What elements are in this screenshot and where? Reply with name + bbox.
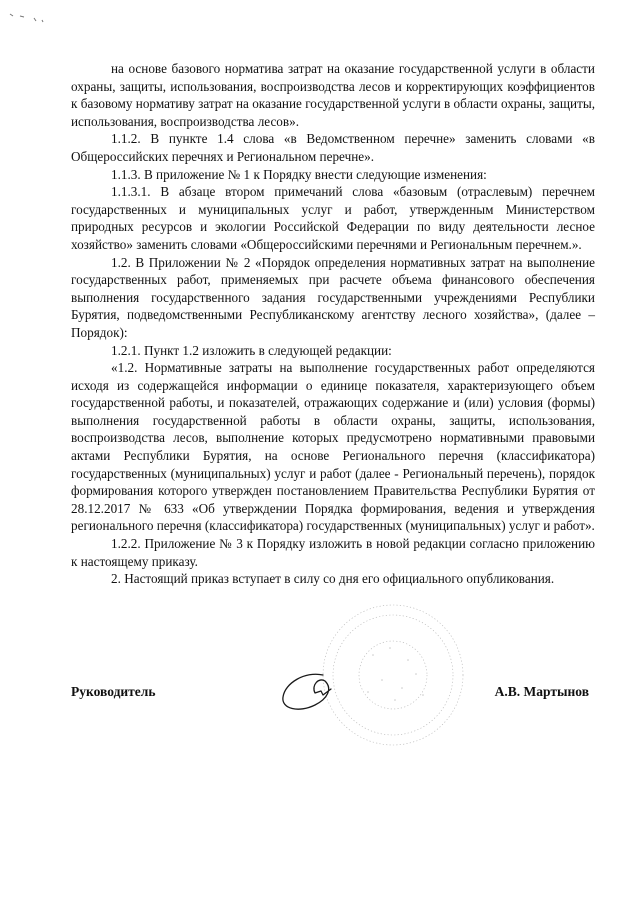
handwritten-signature bbox=[275, 661, 350, 721]
paragraph-2: 2. Настоящий приказ вступает в силу со дня его официального опубликования. bbox=[111, 571, 555, 587]
signatory-name: А.В. Мартынов bbox=[494, 684, 589, 699]
paragraph-1-2-1: 1.2.1. Пункт 1.2 изложить в следующей редакции: bbox=[111, 342, 392, 358]
paragraph-quoted-1-2: «1.2. Нормативные затраты на выполнение государственных работ определяются исходя из содержащейся информации о единице показателя, характеризующего объем государственной работы, и показателей, отражающих содержание и (или) условия (формы) выполнения государственной работы в области охраны, защиты, использования, воспроизводства лесов, выполнение которых предусмотрено нормативными правовыми актами Республики Бурятия, на основе Регионального перечня (классификатора) государственных (муниципальных) услуг и работ (далее - Региональный перечень), порядок формирования которого утвержден постановлением Правительства Республики Бурятия от 28.12.2017 № 633 «Об утверждении Порядка формирования, ведения и утверждения регионального перечня (классификатора) государственных (муниципальных) услуг и работ». bbox=[71, 360, 595, 534]
paragraph-1-1-2: 1.1.2. В пункте 1.4 слова «в Ведомственном перечне» заменить словами «в Общероссийских перечнях и Региональном перечне». bbox=[71, 131, 595, 164]
document-body bbox=[71, 60, 595, 588]
signatory-title: Руководитель bbox=[71, 684, 156, 699]
paragraph-1-1-3-1: 1.1.3.1. В абзаце втором примечаний слова «базовым (отраслевым) перечнем государственных и муниципальных услуг и работ, утвержденным Министерством природных ресурсов и экологии Российской Федерации по виду деятельности лесное хозяйство» заменить словами «Общероссийскими перечнями и Региональным перечнем.». bbox=[71, 184, 595, 252]
paragraph-continuation: на основе базового норматива затрат на оказание государственной услуги в области охраны, защиты, использования, воспроизводства лесов и корректирующих коэффициентов к базовому нормативу затрат на оказание государственной услуги в области охраны, защиты, использования, воспроизводства лесов». bbox=[71, 61, 595, 129]
paragraph-1-2-2: 1.2.2. Приложение № 3 к Порядку изложить в новой редакции согласно приложению к настоящему приказу. bbox=[71, 536, 595, 569]
paragraph-1-1-3: 1.1.3. В приложение № 1 к Порядку внести следующие изменения: bbox=[111, 166, 487, 182]
scan-artifact-mark bbox=[6, 4, 66, 34]
paragraph-1-2: 1.2. В Приложении № 2 «Порядок определения нормативных затрат на выполнение государственных работ, применяемых при расчете объема финансового обеспечения выполнения государственного задания государственными учреждениями Республики Бурятия, подведомственными Республиканскому агентству лесного хозяйства», (далее – Порядок): bbox=[71, 254, 595, 340]
